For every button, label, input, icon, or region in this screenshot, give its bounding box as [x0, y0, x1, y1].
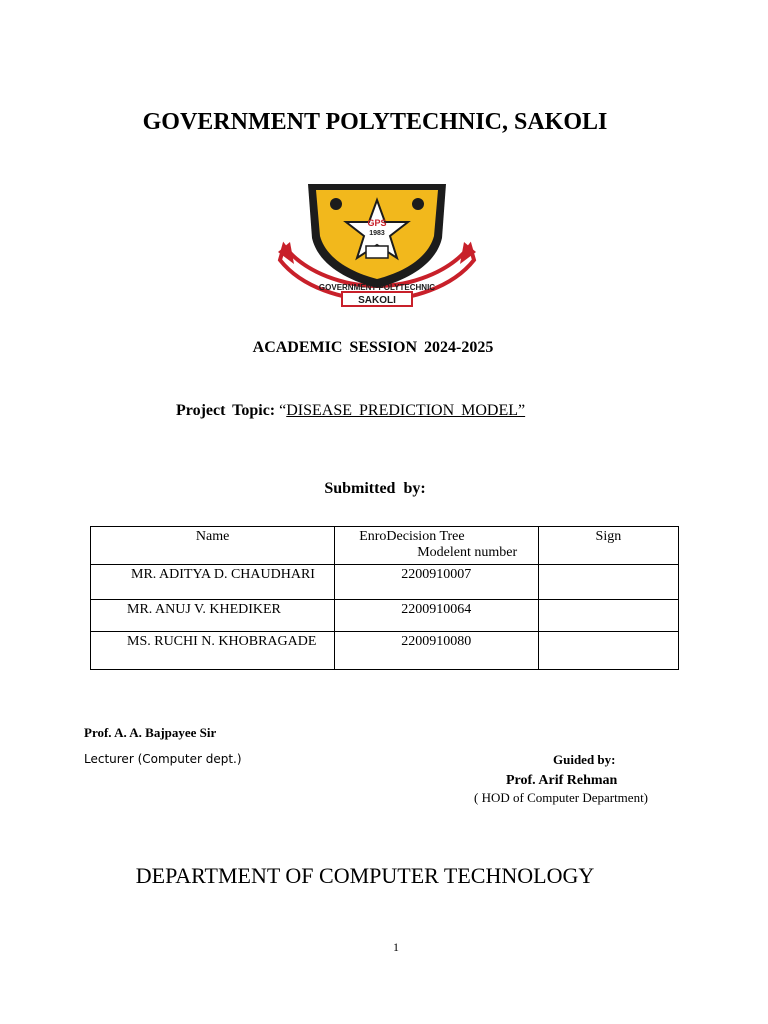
student-name: MR. ADITYA D. CHAUDHARI [91, 565, 335, 600]
header-name: Name [91, 527, 335, 565]
student-table [90, 526, 679, 670]
sign-cell [538, 565, 678, 600]
logo-ribbon-bottom: SAKOLI [358, 295, 396, 306]
header-enrolment-line2: Modelent number [417, 545, 518, 560]
guide-name: Prof. Arif Rehman [506, 773, 618, 788]
enrolment-number: 2200910064 [335, 600, 539, 632]
table-row [91, 632, 679, 670]
guide-role: ( HOD of Computer Department) [474, 790, 649, 805]
table-header-row [91, 527, 679, 565]
student-name: MS. RUCHI N. KHOBRAGADE [91, 632, 335, 670]
logo-ribbon-text: GOVERNMENT POLYTECHNIC [318, 283, 436, 292]
institute-title: GOVERNMENT POLYTECHNIC, SAKOLI [142, 109, 608, 135]
sign-cell [538, 600, 678, 632]
guided-by-label: Guided by: [553, 752, 616, 767]
project-topic-label: Project Topic: [176, 402, 276, 419]
logo-badge-text: GPS [367, 218, 387, 228]
enrolment-number: 2200910080 [335, 632, 539, 670]
header-enrolment-line1: EnroDecision Tree [359, 529, 465, 544]
student-name: MR. ANUJ V. KHEDIKER [91, 600, 335, 632]
project-topic-open-quote: “ [279, 402, 287, 419]
academic-session: ACADEMIC SESSION 2024-2025 [252, 339, 494, 356]
header-enrolment [335, 527, 539, 565]
lecturer-role: Lecturer (Computer dept.) [84, 752, 242, 766]
table-row [91, 600, 679, 632]
project-topic-value: DISEASE PREDICTION MODEL” [286, 402, 526, 419]
submitted-by-heading: Submitted by: [324, 480, 426, 497]
sign-cell [538, 632, 678, 670]
lecturer-name: Prof. A. A. Bajpayee Sir [84, 725, 217, 740]
project-topic [176, 402, 525, 420]
page-number: 1 [393, 940, 399, 954]
department-title: DEPARTMENT OF COMPUTER TECHNOLOGY [135, 863, 595, 888]
college-logo [276, 178, 478, 308]
enrolment-number: 2200910007 [335, 565, 539, 600]
table-row [91, 565, 679, 600]
header-sign: Sign [538, 527, 678, 565]
logo-year: 1983 [369, 230, 385, 237]
